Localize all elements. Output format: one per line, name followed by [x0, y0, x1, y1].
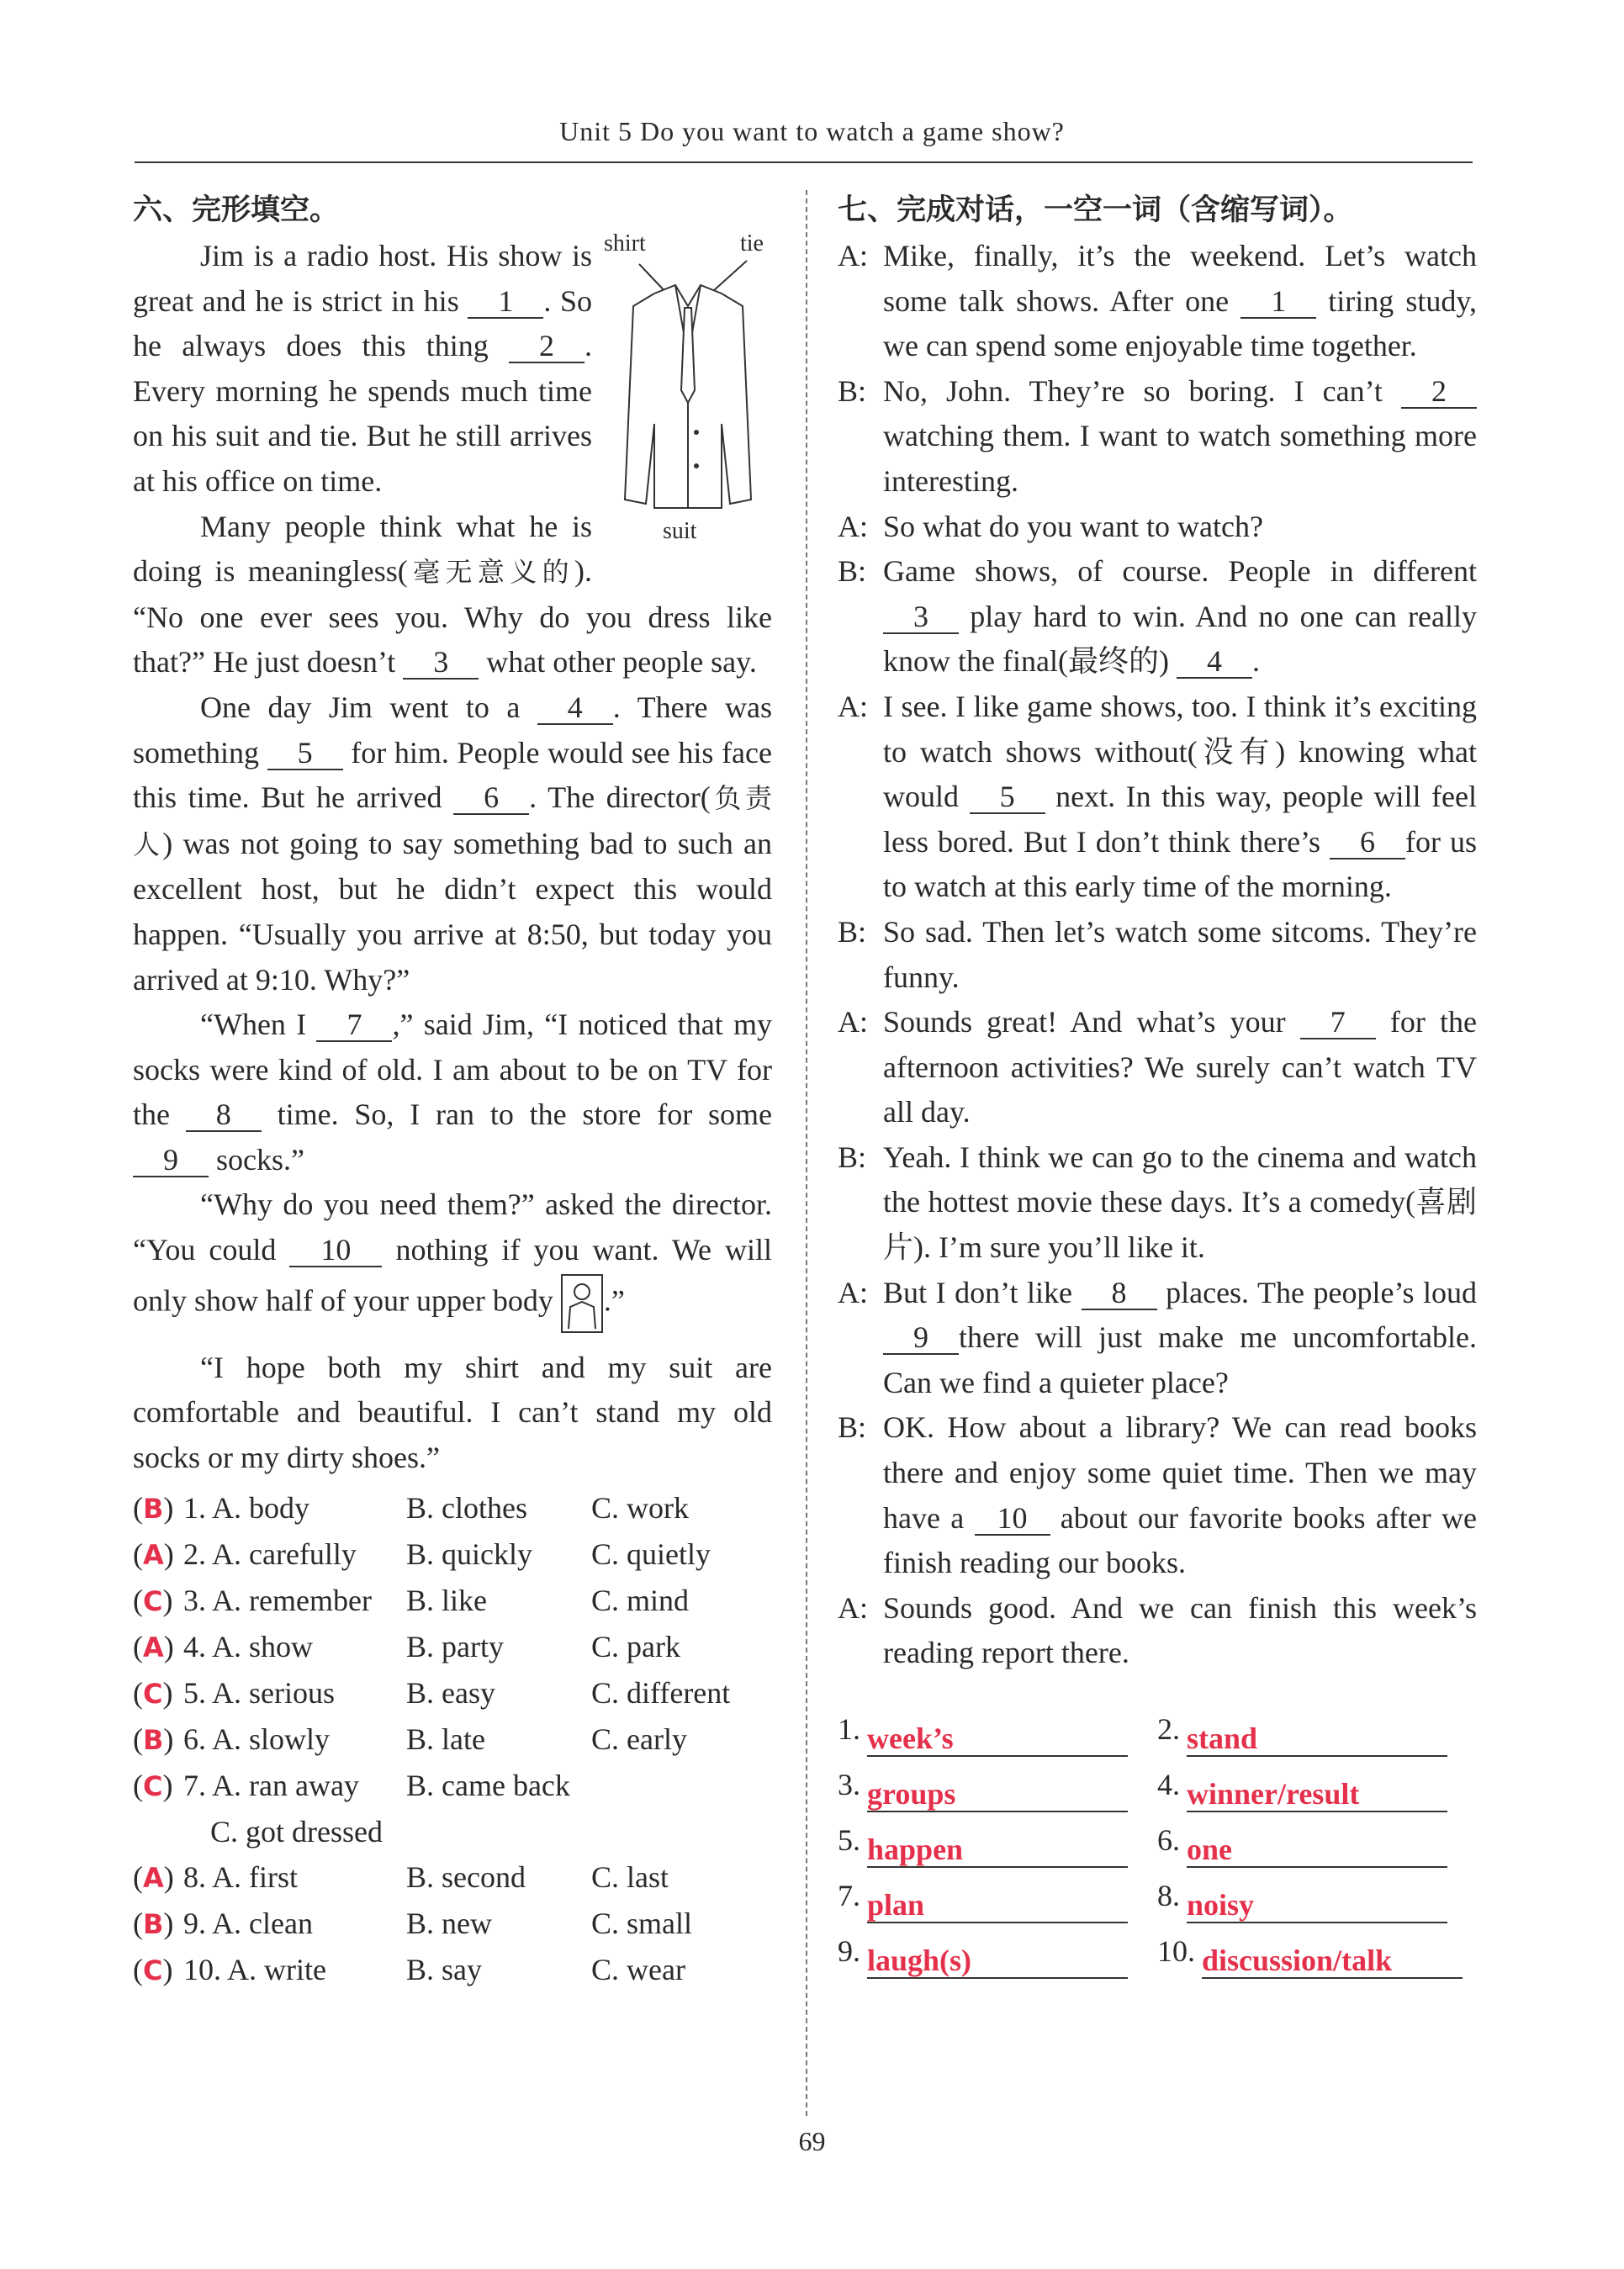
question-number: 6.: [183, 1722, 206, 1757]
text: .: [1251, 644, 1260, 679]
text: . So he always does this thing: [133, 283, 592, 363]
answer-line: [1187, 1777, 1447, 1812]
blank-4: 4: [537, 691, 613, 725]
option-c: C. last: [591, 1860, 669, 1895]
answer-row: [838, 1757, 1477, 1812]
answer-number: 6.: [1157, 1823, 1180, 1857]
half-body-person-icon: [560, 1273, 604, 1334]
answer-number: 3.: [838, 1768, 860, 1801]
option-a-text: A. carefully: [212, 1537, 357, 1572]
text: Many people think what he is doing is meaningless(: [133, 509, 592, 589]
answer-mark: (C): [133, 1953, 173, 1987]
section-dialogue: [838, 187, 1477, 1979]
option-row-cont: [133, 1809, 772, 1854]
text: But I don’t like: [883, 1275, 1072, 1309]
option-c: C. park: [591, 1630, 680, 1664]
dialogue-blank: 3: [883, 600, 959, 634]
text: for the afternoon activities? We surely can’t watch TV all day.: [883, 1005, 1477, 1129]
speaker: A:: [838, 1590, 868, 1625]
speaker: A:: [838, 1275, 868, 1309]
dialogue-line: [838, 910, 1477, 1000]
question-number: 8.: [183, 1860, 206, 1895]
option-a: [183, 1624, 406, 1670]
option-c: C. quietly: [591, 1537, 711, 1572]
text: for us to watch at this early time of the morning.: [883, 824, 1477, 904]
label-tie: tie: [740, 230, 764, 257]
text: I see. I like game shows, too. I think it’s exciting to watch shows without(没有) knowing what would: [883, 689, 1477, 814]
answer-row: [838, 1868, 1477, 1923]
option-a: [183, 1485, 406, 1531]
text: So sad. Then let’s watch some sitcoms. They’re funny.: [883, 914, 1477, 994]
answer-letter: C: [143, 1678, 163, 1711]
dialogue-text: [883, 369, 1477, 505]
dialogue-text: [883, 1405, 1477, 1585]
answer-line: [867, 1944, 1128, 1979]
text: .”: [603, 1283, 625, 1317]
option-a: [183, 1854, 406, 1901]
blank-10: 10: [289, 1234, 382, 1267]
option-a: [183, 1901, 406, 1947]
option-a-text: A. clean: [212, 1907, 313, 1941]
answer-letter: A: [143, 1632, 164, 1664]
option-a: [183, 1763, 406, 1809]
answer-cell: [838, 1757, 1157, 1812]
answer-number: 8.: [1157, 1879, 1180, 1912]
dialogue-blank: 5: [970, 780, 1045, 814]
text: ). “No one ever sees you. Why do you dress like that?” He just doesn’t: [133, 554, 772, 680]
answer-number: 1.: [838, 1712, 860, 1746]
option-row: [133, 1531, 772, 1578]
question-number: 5.: [183, 1676, 206, 1711]
blank-2: 2: [509, 330, 585, 363]
answer-value: happen: [867, 1833, 964, 1866]
speaker: B:: [838, 1410, 867, 1445]
option-a: [183, 1531, 406, 1578]
answer-mark: (B): [133, 1722, 174, 1757]
answer-letter: B: [143, 1908, 164, 1941]
blank-5: 5: [267, 737, 343, 770]
answer-mark: (C): [133, 1676, 173, 1711]
dialogue-line: [838, 1000, 1477, 1135]
option-c: C. small: [591, 1907, 693, 1941]
option-c: C. work: [591, 1491, 689, 1526]
option-row: [133, 1485, 772, 1531]
answer-value: groups: [867, 1777, 956, 1811]
suit-icon: [604, 256, 772, 533]
option-b: B. late: [406, 1722, 485, 1757]
text: OK. How about a library? We can read books there and enjoy some quiet time. Then we may have a: [883, 1410, 1477, 1535]
answer-letter: C: [143, 1585, 163, 1618]
cloze-options: [133, 1485, 772, 1993]
answer-letter: B: [143, 1724, 164, 1757]
label-suit: suit: [663, 518, 697, 544]
option-a-text: A. ran away: [212, 1769, 359, 1803]
answer-mark: (A): [133, 1537, 174, 1572]
answer-letter: B: [143, 1493, 164, 1526]
text: “Why do you need them?” asked the director. “You could: [133, 1187, 772, 1267]
dialogue-line: [838, 369, 1477, 505]
section-7-title: 七、完成对话，一空一词（含缩写词）。: [838, 193, 1353, 227]
answer-value: winner/result: [1187, 1777, 1360, 1811]
text-zh: 毫无意义的: [407, 556, 574, 589]
cloze-paragraph-5: [133, 1182, 772, 1333]
page-number: 69: [798, 2126, 826, 2156]
speaker: A:: [838, 239, 868, 272]
text: ,” said Jim, “I noticed that my socks were kind of old. I am about to be on TV for the: [133, 1008, 772, 1132]
answer-letter: A: [143, 1862, 164, 1895]
answer-cell: [1157, 1757, 1477, 1812]
answer-row: [838, 1812, 1477, 1868]
question-number: 4.: [183, 1630, 206, 1664]
answer-value: week’s: [867, 1722, 954, 1755]
speaker: A:: [838, 689, 868, 723]
text: Game shows, of course. People in different: [883, 554, 1477, 589]
dialogue-line: [838, 685, 1477, 910]
option-c: C. early: [591, 1722, 687, 1757]
answer-line: [867, 1833, 1128, 1868]
option-b: B. party: [406, 1630, 504, 1664]
blank-3: 3: [403, 646, 479, 680]
dialogue-line: [838, 1271, 1477, 1406]
section-6-title: 六、完形填空。: [133, 193, 340, 227]
option-row: [133, 1578, 772, 1624]
answer-number: 2.: [1157, 1712, 1180, 1746]
option-row: [133, 1670, 772, 1716]
question-number: 1.: [183, 1491, 206, 1526]
answer-number: 10.: [1157, 1934, 1195, 1968]
option-a-text: A. slowly: [212, 1722, 331, 1757]
option-b: B. like: [406, 1584, 487, 1618]
option-a-text: A. write: [227, 1953, 326, 1987]
answer-row: [838, 1923, 1477, 1979]
answer-mark: (B): [133, 1491, 174, 1526]
dialogue-line: [838, 505, 1477, 550]
dialogue-blank: 9: [883, 1321, 959, 1355]
answer-number: 5.: [838, 1823, 860, 1857]
dialogue-blank: 7: [1300, 1006, 1376, 1039]
text: Sounds good. And we can finish this week’s reading report there.: [883, 1590, 1477, 1670]
answer-cell: [838, 1701, 1157, 1757]
text: . There was something: [133, 690, 772, 770]
blank-7: 7: [316, 1008, 392, 1042]
option-a: [183, 1578, 406, 1624]
option-b: B. quickly: [406, 1537, 532, 1572]
dialogue-text: [883, 1135, 1477, 1271]
option-b: B. second: [406, 1860, 526, 1895]
answer-line: [1187, 1888, 1447, 1923]
answer-mark: (C): [133, 1584, 173, 1618]
text: nothing if you want. We will only show half of your upper body: [133, 1233, 772, 1317]
speaker: B:: [838, 1140, 867, 1174]
text: One day Jim went to a: [200, 690, 521, 724]
option-a: [183, 1716, 406, 1763]
text: what other people say.: [486, 645, 757, 680]
option-a-text: A. show: [212, 1630, 314, 1664]
answer-cell: [1157, 1868, 1477, 1923]
option-b: B. came back: [406, 1769, 570, 1803]
text: No, John. They’re so boring. I can’t: [883, 373, 1383, 408]
text: . The director(: [529, 780, 711, 815]
answer-mark: (C): [133, 1769, 173, 1803]
dialogue-line: [838, 549, 1477, 685]
text: there will just make me uncomfortable. Can we find a quieter place?: [883, 1320, 1477, 1399]
option-row: [133, 1763, 772, 1809]
answer-value: noisy: [1187, 1888, 1255, 1922]
option-c: C. got dressed: [210, 1815, 383, 1849]
answer-key: [838, 1701, 1477, 1979]
text: about our favorite books after we finish reading our books.: [883, 1500, 1478, 1580]
answer-cell: [1157, 1701, 1477, 1757]
dialogue-blank: 4: [1177, 645, 1252, 679]
answer-value: discussion/talk: [1202, 1944, 1393, 1977]
answer-line: [1187, 1722, 1447, 1757]
text: time. So, I ran to the store for some: [277, 1097, 772, 1132]
dialogue-text: [883, 1586, 1477, 1676]
dialogue-blank: 6: [1330, 826, 1405, 859]
answer-mark: (B): [133, 1907, 174, 1941]
speaker: A:: [838, 509, 868, 543]
label-shirt: shirt: [604, 230, 646, 257]
dialogue-line: [838, 1405, 1477, 1585]
question-number: 7.: [183, 1769, 206, 1803]
answer-line: [1202, 1944, 1463, 1979]
answer-letter: C: [143, 1954, 163, 1987]
option-b: B. clothes: [406, 1491, 527, 1526]
answer-number: 4.: [1157, 1768, 1180, 1801]
option-row: [133, 1947, 772, 1993]
cloze-paragraph-4: [133, 1002, 772, 1182]
dialogue-text: [883, 505, 1477, 550]
text: Mike, finally, it’s the weekend. Let’s watch some talk shows. After one: [883, 239, 1477, 318]
answer-cell: [838, 1923, 1157, 1979]
text: next. In this way, people will feel less bored. But I don’t think there’s: [883, 780, 1478, 859]
text: tiring study, we can spend some enjoyable time together.: [883, 283, 1478, 363]
text: Yeah. I think we can go to the cinema and watch the hottest movie these days. It’s a comedy(喜剧片). I’m sure you’ll like it.: [883, 1140, 1477, 1265]
dialogue-line: [838, 234, 1477, 369]
speaker: B:: [838, 373, 867, 408]
answer-line: [867, 1888, 1128, 1923]
dialogue-blank: 8: [1082, 1277, 1157, 1310]
dialogue-text: [883, 1000, 1477, 1135]
option-a-text: A. remember: [212, 1584, 372, 1618]
answer-cell: [838, 1868, 1157, 1923]
answer-line: [1187, 1833, 1447, 1868]
suit-illustration: [604, 230, 772, 550]
answer-letter: C: [143, 1770, 163, 1803]
answer-mark: (A): [133, 1630, 174, 1664]
option-a-text: A. serious: [212, 1676, 336, 1711]
option-row: [133, 1716, 772, 1763]
dialogue-blank: 2: [1401, 375, 1477, 409]
answer-line: [867, 1722, 1128, 1757]
option-c: C. wear: [591, 1953, 685, 1987]
blank-1: 1: [468, 285, 543, 319]
option-c: C. mind: [591, 1584, 690, 1618]
blank-6: 6: [453, 781, 529, 815]
text: ) was not going to say something bad to such an excellent host, but he didn’t expect this would happen. “Usually you arrive at 8:50, but today you arrived at 9:10. Why?”: [133, 826, 772, 997]
dialogue: [838, 234, 1477, 1676]
answer-cell: [838, 1812, 1157, 1868]
answer-number: 9.: [838, 1934, 860, 1968]
cloze-paragraph-6: [133, 1346, 772, 1481]
text: Sounds great! And what’s your: [883, 1005, 1286, 1039]
text: . Every morning he spends much time on his suit and tie. But he still arrives at his office on time.: [133, 329, 593, 498]
text-zh: 负责人: [133, 782, 773, 860]
text: socks.”: [216, 1142, 304, 1177]
option-b: B. new: [406, 1907, 492, 1941]
text: Jim is a radio host. His show is great and he is strict in his: [133, 239, 592, 318]
text: watching them. I want to watch something more interesting.: [883, 419, 1477, 498]
speaker: B:: [838, 914, 867, 949]
cloze-paragraph-3: [133, 685, 772, 1002]
option-row: [133, 1624, 772, 1670]
option-a: [183, 1670, 406, 1716]
answer-cell: [1157, 1812, 1477, 1868]
text: play hard to win. And no one can really know the final(最终的): [883, 599, 1477, 679]
answer-cell: [1157, 1923, 1477, 1979]
blank-8: 8: [186, 1098, 262, 1132]
answer-letter: A: [143, 1539, 164, 1572]
dialogue-blank: 10: [975, 1502, 1050, 1536]
answer-mark: (A): [133, 1860, 174, 1895]
dialogue-text: [883, 1271, 1477, 1406]
column-divider: [806, 190, 807, 2116]
option-row: [133, 1901, 772, 1947]
dialogue-line: [838, 1135, 1477, 1271]
answer-number: 7.: [838, 1879, 860, 1912]
option-a-text: A. body: [212, 1491, 310, 1526]
speaker: A:: [838, 1005, 868, 1039]
question-number: 2.: [183, 1537, 206, 1572]
answer-value: stand: [1187, 1722, 1258, 1755]
option-a-text: A. first: [212, 1860, 299, 1895]
blank-9: 9: [133, 1144, 209, 1177]
answer-value: plan: [867, 1888, 925, 1922]
page-header: Unit 5 Do you want to watch a game show?: [559, 116, 1065, 146]
speaker: B:: [838, 554, 867, 589]
dialogue-text: [883, 685, 1477, 910]
text: “When I: [200, 1008, 307, 1042]
answer-line: [867, 1777, 1128, 1812]
text: for him. People would see his face this time. But he arrived: [133, 735, 772, 815]
option-b: B. say: [406, 1953, 482, 1987]
option-c: C. different: [591, 1676, 731, 1711]
question-number: 10.: [183, 1953, 221, 1987]
dialogue-text: [883, 549, 1477, 685]
answer-row: [838, 1701, 1477, 1757]
header-rule: [135, 161, 1473, 163]
question-number: 9.: [183, 1907, 206, 1941]
option-b: B. easy: [406, 1676, 495, 1711]
text: places. The people’s loud: [1166, 1275, 1478, 1309]
option-row: [133, 1854, 772, 1901]
dialogue-text: [883, 234, 1477, 369]
dialogue-line: [838, 1586, 1477, 1676]
dialogue-text: [883, 910, 1477, 1000]
dialogue-blank: 1: [1240, 285, 1316, 319]
text: “I hope both my shirt and my suit are comfortable and beautiful. I can’t stand my old socks or my dirty shoes.”: [133, 1350, 772, 1474]
answer-value: one: [1187, 1833, 1232, 1866]
section-cloze: [133, 187, 772, 1993]
question-number: 3.: [183, 1584, 206, 1618]
answer-value: laugh(s): [867, 1944, 972, 1977]
option-a: [183, 1947, 406, 1993]
text: So what do you want to watch?: [883, 509, 1263, 543]
